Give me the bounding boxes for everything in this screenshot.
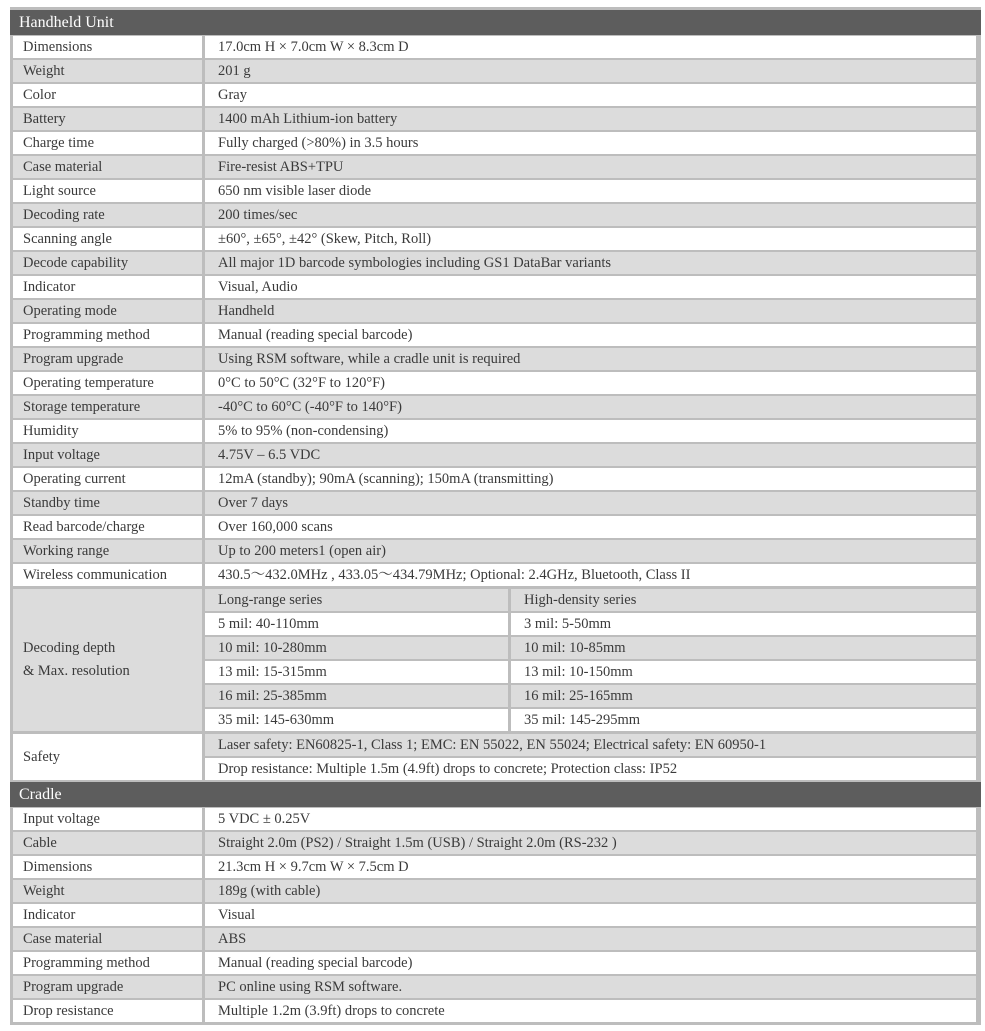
spec-value: Gray: [205, 84, 976, 106]
spec-label: Charge time: [13, 132, 202, 154]
spec-value: 12mA (standby); 90mA (scanning); 150mA (transmitting): [205, 468, 976, 490]
safety-label-text: Safety: [23, 748, 61, 765]
spec-label: Drop resistance: [13, 1000, 202, 1022]
spec-value: Using RSM software, while a cradle unit is required: [205, 348, 976, 370]
spec-label: Programming method: [13, 952, 202, 974]
spec-label: Input voltage: [13, 808, 202, 830]
spec-value: 201 g: [205, 60, 976, 82]
spec-label: Dimensions: [13, 856, 202, 878]
spec-value: Straight 2.0m (PS2) / Straight 1.5m (USB) / Straight 2.0m (RS-232 ): [205, 832, 976, 854]
subtable-cell-long-range: 35 mil: 145-630mm: [205, 709, 508, 731]
subtable-cell-high-density: 16 mil: 25-165mm: [511, 685, 976, 707]
spec-value: Manual (reading special barcode): [205, 324, 976, 346]
spec-label: Program upgrade: [13, 976, 202, 998]
subtable-cell-high-density: 35 mil: 145-295mm: [511, 709, 976, 731]
spec-label: Program upgrade: [13, 348, 202, 370]
spec-value: All major 1D barcode symbologies including GS1 DataBar variants: [205, 252, 976, 274]
spec-label: Indicator: [13, 276, 202, 298]
spec-value: 21.3cm H × 9.7cm W × 7.5cm D: [205, 856, 976, 878]
spec-label: Storage temperature: [13, 396, 202, 418]
decoding-depth-label-line2: & Max. resolution: [23, 663, 130, 679]
safety-line: Drop resistance: Multiple 1.5m (4.9ft) drops to concrete; Protection class: IP52: [205, 758, 976, 780]
spec-value: 189g (with cable): [205, 880, 976, 902]
spec-value: Manual (reading special barcode): [205, 952, 976, 974]
spec-value: 0°C to 50°C (32°F to 120°F): [205, 372, 976, 394]
spec-value: Fire-resist ABS+TPU: [205, 156, 976, 178]
spec-label: Color: [13, 84, 202, 106]
spec-value: Visual, Audio: [205, 276, 976, 298]
spec-label: Decode capability: [13, 252, 202, 274]
spec-value: Over 160,000 scans: [205, 516, 976, 538]
spec-value: 1400 mAh Lithium-ion battery: [205, 108, 976, 130]
spec-value: 5 VDC ± 0.25V: [205, 808, 976, 830]
spec-value: Over 7 days: [205, 492, 976, 514]
spec-label: Operating mode: [13, 300, 202, 322]
spec-value: 650 nm visible laser diode: [205, 180, 976, 202]
decoding-depth-label: [13, 589, 202, 731]
spec-value: Fully charged (>80%) in 3.5 hours: [205, 132, 976, 154]
subtable-cell-high-density: 10 mil: 10-85mm: [511, 637, 976, 659]
spec-value: Visual: [205, 904, 976, 926]
spec-value: Handheld: [205, 300, 976, 322]
spec-value: 430.5～432.0MHz , 433.05～434.79MHz; Optional: 2.4GHz, Bluetooth, Class II: [205, 564, 976, 586]
section-header-handheld: Handheld Unit: [10, 10, 981, 35]
spec-label: Input voltage: [13, 444, 202, 466]
spec-value: 200 times/sec: [205, 204, 976, 226]
spec-label: Operating current: [13, 468, 202, 490]
spec-label: Indicator: [13, 904, 202, 926]
spec-value: 4.75V – 6.5 VDC: [205, 444, 976, 466]
spec-sheet: [10, 7, 981, 1025]
subtable-cell-long-range: 5 mil: 40-110mm: [205, 613, 508, 635]
spec-value: Multiple 1.2m (3.9ft) drops to concrete: [205, 1000, 976, 1022]
subtable-cell-long-range: 10 mil: 10-280mm: [205, 637, 508, 659]
spec-label: Battery: [13, 108, 202, 130]
subtable-cell-high-density: 13 mil: 10-150mm: [511, 661, 976, 683]
safety-line: Laser safety: EN60825-1, Class 1; EMC: EN 55022, EN 55024; Electrical safety: EN 60950-1: [205, 734, 976, 756]
spec-label: Case material: [13, 928, 202, 950]
subtable-header-long-range: Long-range series: [205, 589, 508, 611]
spec-label: Humidity: [13, 420, 202, 442]
spec-label: Operating temperature: [13, 372, 202, 394]
spec-label: Decoding rate: [13, 204, 202, 226]
spec-value: Up to 200 meters1 (open air): [205, 540, 976, 562]
spec-label: Weight: [13, 60, 202, 82]
section-header-cradle: Cradle: [10, 782, 981, 807]
subtable-cell-long-range: 16 mil: 25-385mm: [205, 685, 508, 707]
spec-value: ±60°, ±65°, ±42° (Skew, Pitch, Roll): [205, 228, 976, 250]
spec-value: 17.0cm H × 7.0cm W × 8.3cm D: [205, 36, 976, 58]
spec-label: Dimensions: [13, 36, 202, 58]
spec-value: -40°C to 60°C (-40°F to 140°F): [205, 396, 976, 418]
spec-label: Wireless communication: [13, 564, 202, 586]
spec-label: Cable: [13, 832, 202, 854]
spec-label: Standby time: [13, 492, 202, 514]
spec-label: Light source: [13, 180, 202, 202]
decoding-depth-label-line1: Decoding depth: [23, 640, 116, 656]
spec-value: PC online using RSM software.: [205, 976, 976, 998]
spec-label: Read barcode/charge: [13, 516, 202, 538]
subtable-cell-long-range: 13 mil: 15-315mm: [205, 661, 508, 683]
spec-label: Programming method: [13, 324, 202, 346]
spec-label: Weight: [13, 880, 202, 902]
subtable-cell-high-density: 3 mil: 5-50mm: [511, 613, 976, 635]
spec-value: ABS: [205, 928, 976, 950]
spec-label: Scanning angle: [13, 228, 202, 250]
spec-label: Case material: [13, 156, 202, 178]
safety-label: [13, 734, 202, 780]
spec-value: 5% to 95% (non-condensing): [205, 420, 976, 442]
spec-label: Working range: [13, 540, 202, 562]
subtable-header-high-density: High-density series: [511, 589, 976, 611]
